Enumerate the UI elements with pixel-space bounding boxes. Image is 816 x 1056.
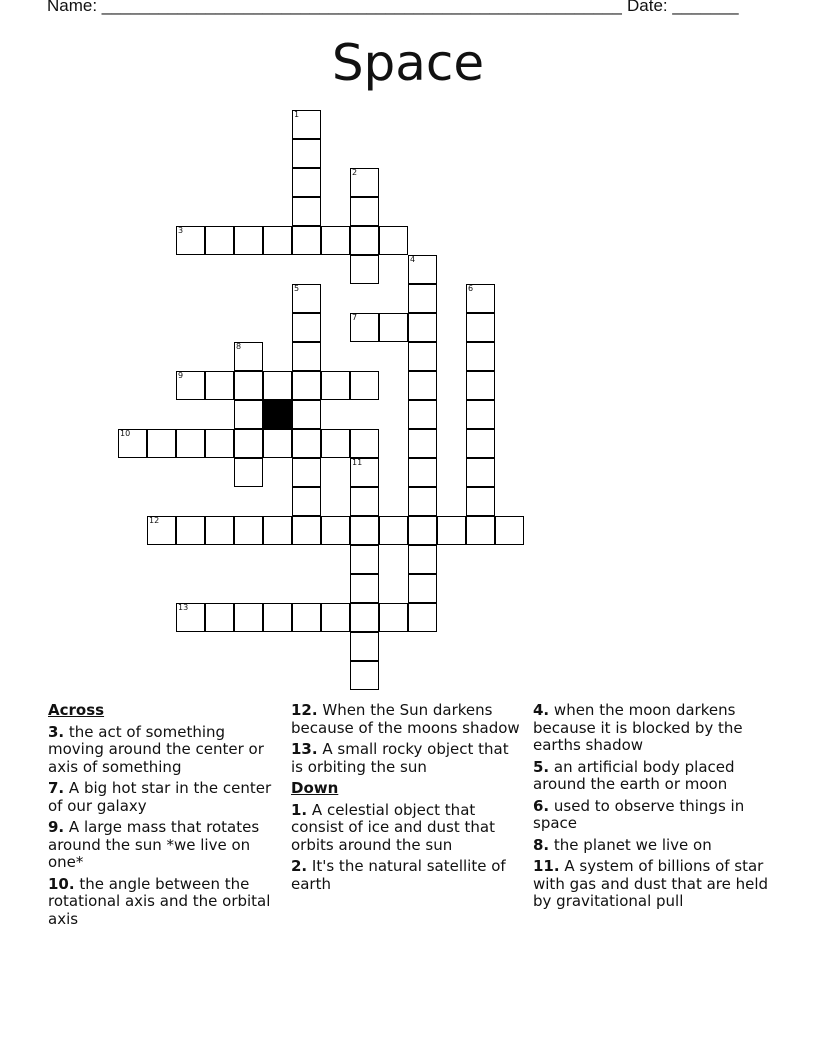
crossword-cell[interactable] <box>350 168 379 197</box>
crossword-cell[interactable] <box>234 342 263 371</box>
down-heading: Down <box>291 779 339 797</box>
crossword-cell[interactable] <box>176 226 205 255</box>
clue-number-label: 10 <box>120 429 131 438</box>
crossword-cell[interactable] <box>466 458 495 487</box>
crossword-cell[interactable] <box>205 516 234 545</box>
clue-text: A celestial object that consist of ice and dust that orbits around the sun <box>291 800 495 854</box>
clue-number: 1. <box>291 800 308 819</box>
clue-number-label: 12 <box>149 516 160 525</box>
clue-across-10 <box>48 876 283 929</box>
clue-text: when the moon darkens because it is blocked by the earths shadow <box>533 701 743 754</box>
clue-down-2 <box>291 858 521 893</box>
crossword-cell[interactable] <box>466 342 495 371</box>
crossword-cell[interactable] <box>292 487 321 516</box>
clue-number: 8. <box>533 835 550 854</box>
clue-number-label: 6 <box>468 284 474 293</box>
crossword-cell[interactable] <box>408 313 437 342</box>
crossword-cell[interactable] <box>350 197 379 226</box>
clue-text: When the Sun darkens because of the moons shadow <box>291 701 520 737</box>
crossword-cell[interactable] <box>118 429 147 458</box>
clue-number: 6. <box>533 796 550 815</box>
clue-number: 3. <box>48 722 65 741</box>
crossword-cell[interactable] <box>176 371 205 400</box>
clue-down-5 <box>533 759 773 794</box>
crossword-cell[interactable] <box>466 284 495 313</box>
clues-column-1 <box>48 702 283 932</box>
crossword-cell[interactable] <box>292 168 321 197</box>
crossword-cell[interactable] <box>350 516 379 545</box>
crossword-cell[interactable] <box>263 429 292 458</box>
clue-down-1 <box>291 802 521 855</box>
clue-number-label: 11 <box>352 458 363 467</box>
crossword-cell[interactable] <box>350 255 379 284</box>
page-title: Space <box>331 34 485 92</box>
crossword-cell[interactable] <box>350 603 379 632</box>
crossword-cell[interactable] <box>466 429 495 458</box>
clue-across-12 <box>291 702 521 737</box>
crossword-cell[interactable] <box>205 371 234 400</box>
clues-column-2 <box>291 702 521 897</box>
crossword-cell[interactable] <box>379 603 408 632</box>
crossword-cell[interactable] <box>321 371 350 400</box>
crossword-cell[interactable] <box>350 545 379 574</box>
clue-text: A system of billions of star with gas and dust that are held by gravitational pull <box>533 857 769 910</box>
crossword-cell[interactable] <box>234 429 263 458</box>
crossword-cell[interactable] <box>408 545 437 574</box>
crossword-cell[interactable] <box>408 371 437 400</box>
crossword-cell[interactable] <box>205 429 234 458</box>
crossword-cell[interactable] <box>437 516 466 545</box>
clue-number: 2. <box>291 857 308 875</box>
crossword-cell[interactable] <box>292 371 321 400</box>
crossword-cell[interactable] <box>176 603 205 632</box>
clue-number-label: 9 <box>178 371 184 380</box>
crossword-cell[interactable] <box>408 487 437 516</box>
clue-number: 13. <box>291 740 318 758</box>
clue-number-label: 13 <box>178 603 189 612</box>
clues-column-3 <box>533 702 773 915</box>
crossword-cell[interactable] <box>495 516 524 545</box>
clue-number-label: 7 <box>352 313 358 322</box>
crossword-cell[interactable] <box>321 226 350 255</box>
crossword-cell[interactable] <box>379 226 408 255</box>
crossword-cell[interactable] <box>292 342 321 371</box>
crossword-cell[interactable] <box>466 400 495 429</box>
clue-down-11 <box>533 858 773 911</box>
clue-across-13 <box>291 741 521 776</box>
crossword-cell[interactable] <box>234 458 263 487</box>
clue-text: It's the natural satellite of earth <box>291 857 506 893</box>
clue-text: an artificial body placed around the earth or moon <box>533 757 735 793</box>
clue-down-4 <box>533 702 773 755</box>
clue-across-3 <box>48 724 283 777</box>
crossword-cell[interactable] <box>292 429 321 458</box>
crossword-cell[interactable] <box>408 458 437 487</box>
crossword-cell[interactable] <box>350 371 379 400</box>
crossword-cell[interactable] <box>292 139 321 168</box>
clue-text: the planet we live on <box>553 835 712 854</box>
crossword-cell[interactable] <box>350 458 379 487</box>
clue-number: 12. <box>291 701 318 719</box>
crossword-cell[interactable] <box>379 313 408 342</box>
clue-number: 9. <box>48 818 65 836</box>
crossword-cell[interactable] <box>292 603 321 632</box>
date-field-label: Date: _______ <box>627 0 739 15</box>
crossword-cell[interactable] <box>350 574 379 603</box>
clue-text: the angle between the rotational axis and the orbital axis <box>48 874 271 928</box>
crossword-cell[interactable] <box>292 284 321 313</box>
crossword-cell[interactable] <box>234 371 263 400</box>
crossword-cell[interactable] <box>176 516 205 545</box>
clue-text: A large mass that rotates around the sun *we live on one* <box>48 818 260 871</box>
crossword-cell[interactable] <box>466 487 495 516</box>
crossword-cell[interactable] <box>263 226 292 255</box>
crossword-cell[interactable] <box>205 603 234 632</box>
crossword-cell[interactable] <box>263 371 292 400</box>
crossword-cell[interactable] <box>350 429 379 458</box>
crossword-cell[interactable] <box>350 632 379 661</box>
clue-down-8 <box>533 837 773 855</box>
crossword-cell[interactable] <box>321 429 350 458</box>
crossword-cell[interactable] <box>408 284 437 313</box>
clue-down-6 <box>533 798 773 833</box>
crossword-cell[interactable] <box>147 429 176 458</box>
clue-number-label: 3 <box>178 226 184 235</box>
clue-number-label: 4 <box>410 255 416 264</box>
crossword-cell[interactable] <box>379 516 408 545</box>
clue-text: A small rocky object that is orbiting the sun <box>291 740 509 776</box>
across-heading: Across <box>48 701 105 719</box>
crossword-cell[interactable] <box>176 429 205 458</box>
clue-number: 10. <box>48 874 75 893</box>
clue-across-7 <box>48 780 283 815</box>
crossword-cell[interactable] <box>234 603 263 632</box>
crossword-cell[interactable] <box>292 313 321 342</box>
crossword-cell[interactable] <box>408 603 437 632</box>
crossword-cell[interactable] <box>292 110 321 139</box>
crossword-cell[interactable] <box>263 516 292 545</box>
crossword-cell[interactable] <box>350 313 379 342</box>
crossword-cell[interactable] <box>408 574 437 603</box>
crossword-cell[interactable] <box>292 226 321 255</box>
crossword-cell[interactable] <box>147 516 176 545</box>
crossword-black-cell <box>263 400 292 429</box>
crossword-cell[interactable] <box>350 661 379 690</box>
crossword-cell[interactable] <box>263 603 292 632</box>
crossword-cell[interactable] <box>292 458 321 487</box>
clue-number-label: 1 <box>294 110 300 119</box>
crossword-cell[interactable] <box>292 197 321 226</box>
crossword-cell[interactable] <box>466 371 495 400</box>
crossword-cell[interactable] <box>234 516 263 545</box>
crossword-cell[interactable] <box>466 516 495 545</box>
crossword-cell[interactable] <box>350 487 379 516</box>
name-field-label: Name: _______________________________________________________ <box>47 0 622 15</box>
crossword-cell[interactable] <box>350 226 379 255</box>
crossword-cell[interactable] <box>321 603 350 632</box>
clue-number: 4. <box>533 701 550 719</box>
crossword-cell[interactable] <box>292 400 321 429</box>
crossword-cell[interactable] <box>292 516 321 545</box>
clue-number-label: 8 <box>236 342 242 351</box>
crossword-cell[interactable] <box>466 313 495 342</box>
clue-number: 7. <box>48 779 65 797</box>
crossword-cell[interactable] <box>234 226 263 255</box>
clue-number: 5. <box>533 757 550 776</box>
crossword-cell[interactable] <box>408 342 437 371</box>
crossword-cell[interactable] <box>408 429 437 458</box>
clue-number-label: 5 <box>294 284 300 293</box>
crossword-cell[interactable] <box>321 516 350 545</box>
clue-number-label: 2 <box>352 168 358 177</box>
crossword-cell[interactable] <box>408 516 437 545</box>
clue-number: 11. <box>533 857 560 875</box>
clue-text: A big hot star in the center of our galaxy <box>48 779 272 815</box>
crossword-cell[interactable] <box>205 226 234 255</box>
crossword-cell[interactable] <box>234 400 263 429</box>
clue-text: used to observe things in space <box>533 796 745 832</box>
crossword-cell[interactable] <box>408 400 437 429</box>
clue-text: the act of something moving around the center or axis of something <box>48 722 264 776</box>
crossword-cell[interactable] <box>408 255 437 284</box>
clue-across-9 <box>48 819 283 872</box>
